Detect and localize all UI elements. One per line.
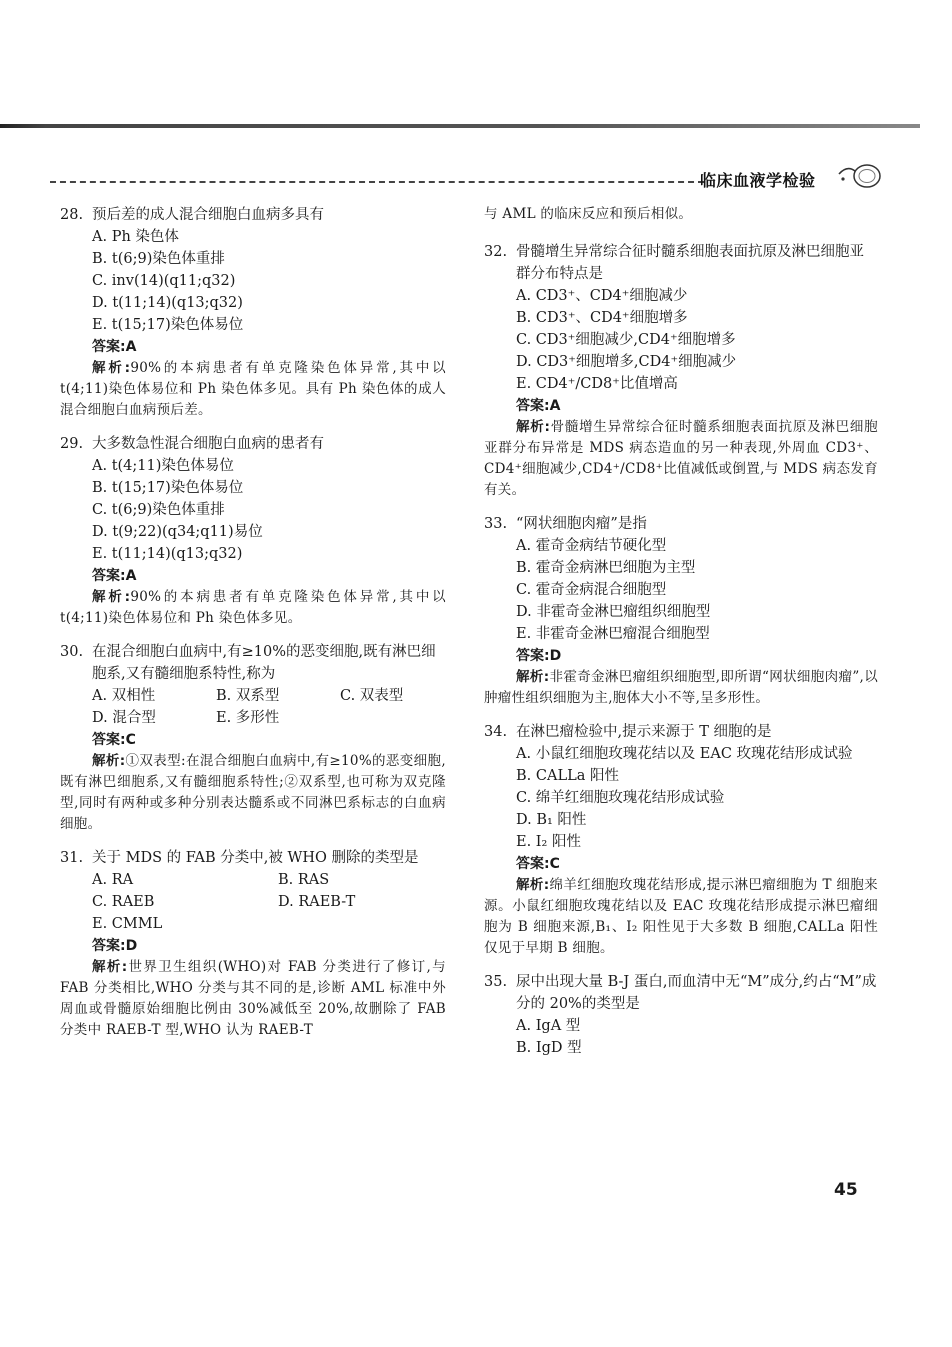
answer: 答案:D — [92, 938, 138, 954]
question-number: 34. — [484, 724, 508, 740]
analysis-text: 世界卫生组织(WHO)对 FAB 分类进行了修订,与 FAB 分类相比,WHO 分类与其不同的是,诊断 AML 标准中外周血或骨髓原始细胞比例由 30%减低至 20%,故删除了 FAB 分类中 RAEB-T 型,WHO 认为 RAEB-T — [60, 959, 446, 1038]
option-d: D. CD3⁺细胞增多,CD4⁺细胞减少 — [516, 354, 737, 370]
options-grid — [60, 869, 446, 935]
option-c: C. 双表型 — [340, 688, 404, 704]
question-text: “网状细胞肉瘤”是指 — [516, 516, 647, 532]
continued-analysis-text: 与 AML 的临床反应和预后相似。 — [484, 206, 693, 222]
option-c: C. 霍奇金病混合细胞型 — [516, 582, 667, 598]
question-28 — [60, 204, 446, 421]
options-list — [60, 226, 446, 336]
question-stem — [484, 721, 878, 743]
analysis — [484, 667, 878, 709]
header-dashed-rule — [50, 181, 704, 183]
scan-edge-line — [0, 124, 920, 128]
analysis — [60, 587, 446, 629]
analysis-text: ①双表型:在混合细胞白血病中,有≥10%的恶变细胞,既有淋巴细胞系,又有髓细胞系特性;②双系型,也可称为双克隆型,同时有两种或多种分别表达髓系或不同淋巴系标志的白血病细胞。 — [60, 753, 446, 832]
question-35 — [484, 971, 878, 1059]
question-29 — [60, 433, 446, 629]
question-stem — [484, 241, 878, 285]
answer: 答案:D — [516, 648, 562, 664]
question-30 — [60, 641, 446, 835]
analysis-text: 绵羊红细胞玫瑰花结形成,提示淋巴瘤细胞为 T 细胞来源。小鼠红细胞玫瑰花结以及 EAC 玫瑰花结形成提示淋巴瘤细胞为 B 细胞来源,B₁、I₂ 阳性见于大多数 B 细胞,CALLa 阳性仅见于早期 B 细胞。 — [484, 877, 878, 956]
analysis — [484, 875, 878, 959]
option-b: B. 双系型 — [216, 688, 280, 704]
analysis-label: 解析: — [516, 669, 550, 685]
question-stem — [60, 641, 446, 685]
right-column — [484, 204, 878, 1071]
left-column — [60, 204, 446, 1053]
question-32 — [484, 241, 878, 501]
question-text: 大多数急性混合细胞白血病的患者有 — [92, 436, 324, 452]
question-text: 骨髓增生异常综合征时髓系细胞表面抗原及淋巴细胞亚群分布特点是 — [516, 244, 864, 282]
options-list — [484, 743, 878, 853]
option-d: D. B₁ 阳性 — [516, 812, 587, 828]
options-list — [484, 285, 878, 395]
option-b: B. t(6;9)染色体重排 — [92, 251, 225, 267]
option-b: B. IgD 型 — [516, 1040, 582, 1056]
option-a: A. t(4;11)染色体易位 — [92, 458, 234, 474]
answer: 答案:C — [516, 856, 560, 872]
question-text: 在淋巴瘤检验中,提示来源于 T 细胞的是 — [516, 724, 772, 740]
option-d: D. t(11;14)(q13;q32) — [92, 295, 243, 311]
page-number: 45 — [834, 1180, 858, 1200]
options-list — [60, 455, 446, 565]
option-e: E. 非霍奇金淋巴瘤混合细胞型 — [516, 626, 710, 642]
option-e: E. 多形性 — [216, 710, 280, 726]
option-a: A. 小鼠红细胞玫瑰花结以及 EAC 玫瑰花结形成试验 — [516, 746, 853, 762]
option-b: B. 霍奇金病淋巴细胞为主型 — [516, 560, 696, 576]
question-number: 32. — [484, 244, 508, 260]
option-b: B. RAS — [278, 872, 330, 888]
option-d: D. 非霍奇金淋巴瘤组织细胞型 — [516, 604, 711, 620]
analysis-label: 解析: — [92, 753, 126, 769]
option-c: C. t(6;9)染色体重排 — [92, 502, 225, 518]
question-stem — [60, 204, 446, 226]
analysis-text: 90%的本病患者有单克隆染色体异常,其中以 t(4;11)染色体易位和 Ph 染色体多见。具有 Ph 染色体的成人混合细胞白血病预后差。 — [60, 360, 446, 418]
analysis — [60, 751, 446, 835]
question-number: 35. — [484, 974, 508, 990]
option-b: B. CD3⁺、CD4⁺细胞增多 — [516, 310, 688, 326]
droplet-logo-icon — [837, 161, 883, 191]
option-d: D. RAEB-T — [278, 894, 356, 910]
option-e: E. t(15;17)染色体易位 — [92, 317, 244, 333]
option-a: A. Ph 染色体 — [92, 229, 179, 245]
analysis-text: 90%的本病患者有单克隆染色体异常,其中以 t(4;11)染色体易位和 Ph 染色体多见。 — [60, 589, 446, 626]
question-number: 30. — [60, 644, 84, 660]
analysis-text: 骨髓增生异常综合征时髓系细胞表面抗原及淋巴细胞亚群分布异常是 MDS 病态造血的另一种表现,外周血 CD3⁺、CD4⁺细胞减少,CD4⁺/CD8⁺比值减低或倒置,与 MDS 病态发育有关。 — [484, 419, 878, 498]
question-33 — [484, 513, 878, 709]
option-c: C. RAEB — [92, 894, 155, 910]
answer: 答案:A — [92, 568, 137, 584]
option-a: A. IgA 型 — [516, 1018, 581, 1034]
analysis-label: 解析: — [92, 589, 131, 605]
option-a: A. CD3⁺、CD4⁺细胞减少 — [516, 288, 688, 304]
question-number: 28. — [60, 207, 84, 223]
options-list — [484, 1015, 878, 1059]
analysis — [60, 957, 446, 1041]
question-number: 29. — [60, 436, 84, 452]
analysis-label: 解析: — [516, 877, 550, 893]
analysis-label: 解析: — [92, 959, 128, 975]
question-text: 预后差的成人混合细胞白血病多具有 — [92, 207, 324, 223]
analysis-label: 解析: — [516, 419, 551, 435]
question-31 — [60, 847, 446, 1041]
question-stem — [484, 513, 878, 535]
option-e: E. CD4⁺/CD8⁺比值增高 — [516, 376, 678, 392]
option-d: D. 混合型 — [92, 710, 156, 726]
question-text: 关于 MDS 的 FAB 分类中,被 WHO 删除的类型是 — [92, 850, 419, 866]
options-list — [484, 535, 878, 645]
question-number: 31. — [60, 850, 84, 866]
analysis — [60, 358, 446, 421]
option-a: A. 双相性 — [92, 688, 156, 704]
option-c: C. CD3⁺细胞减少,CD4⁺细胞增多 — [516, 332, 736, 348]
question-number: 33. — [484, 516, 508, 532]
option-e: E. I₂ 阳性 — [516, 834, 581, 850]
answer: 答案:C — [92, 732, 136, 748]
option-b: B. CALLa 阳性 — [516, 768, 619, 784]
question-text: 尿中出现大量 B-J 蛋白,而血清中无“M”成分,约占“M”成分的 20%的类型是 — [516, 974, 877, 1012]
analysis-label: 解析: — [92, 360, 131, 376]
running-header-title: 临床血液学检验 — [700, 171, 816, 190]
answer: 答案:A — [516, 398, 561, 414]
option-a: A. 霍奇金病结节硬化型 — [516, 538, 667, 554]
question-stem — [60, 847, 446, 869]
option-d: D. t(9;22)(q34;q11)易位 — [92, 524, 263, 540]
analysis-text: 非霍奇金淋巴瘤组织细胞型,即所谓“网状细胞肉瘤”,以肿瘤性组织细胞为主,胞体大小不等,呈多形性。 — [484, 669, 878, 706]
question-stem — [484, 971, 878, 1015]
option-c: C. inv(14)(q11;q32) — [92, 273, 236, 289]
question-text: 在混合细胞白血病中,有≥10%的恶变细胞,既有淋巴细胞系,又有髓细胞系特性,称为 — [92, 644, 436, 682]
option-c: C. 绵羊红细胞玫瑰花结形成试验 — [516, 790, 725, 806]
question-34 — [484, 721, 878, 959]
answer: 答案:A — [92, 339, 137, 355]
option-a: A. RA — [92, 872, 134, 888]
question-stem — [60, 433, 446, 455]
option-b: B. t(15;17)染色体易位 — [92, 480, 244, 496]
analysis — [484, 417, 878, 501]
option-e: E. CMML — [92, 916, 163, 932]
options-grid — [60, 685, 446, 729]
option-e: E. t(11;14)(q13;q32) — [92, 546, 243, 562]
